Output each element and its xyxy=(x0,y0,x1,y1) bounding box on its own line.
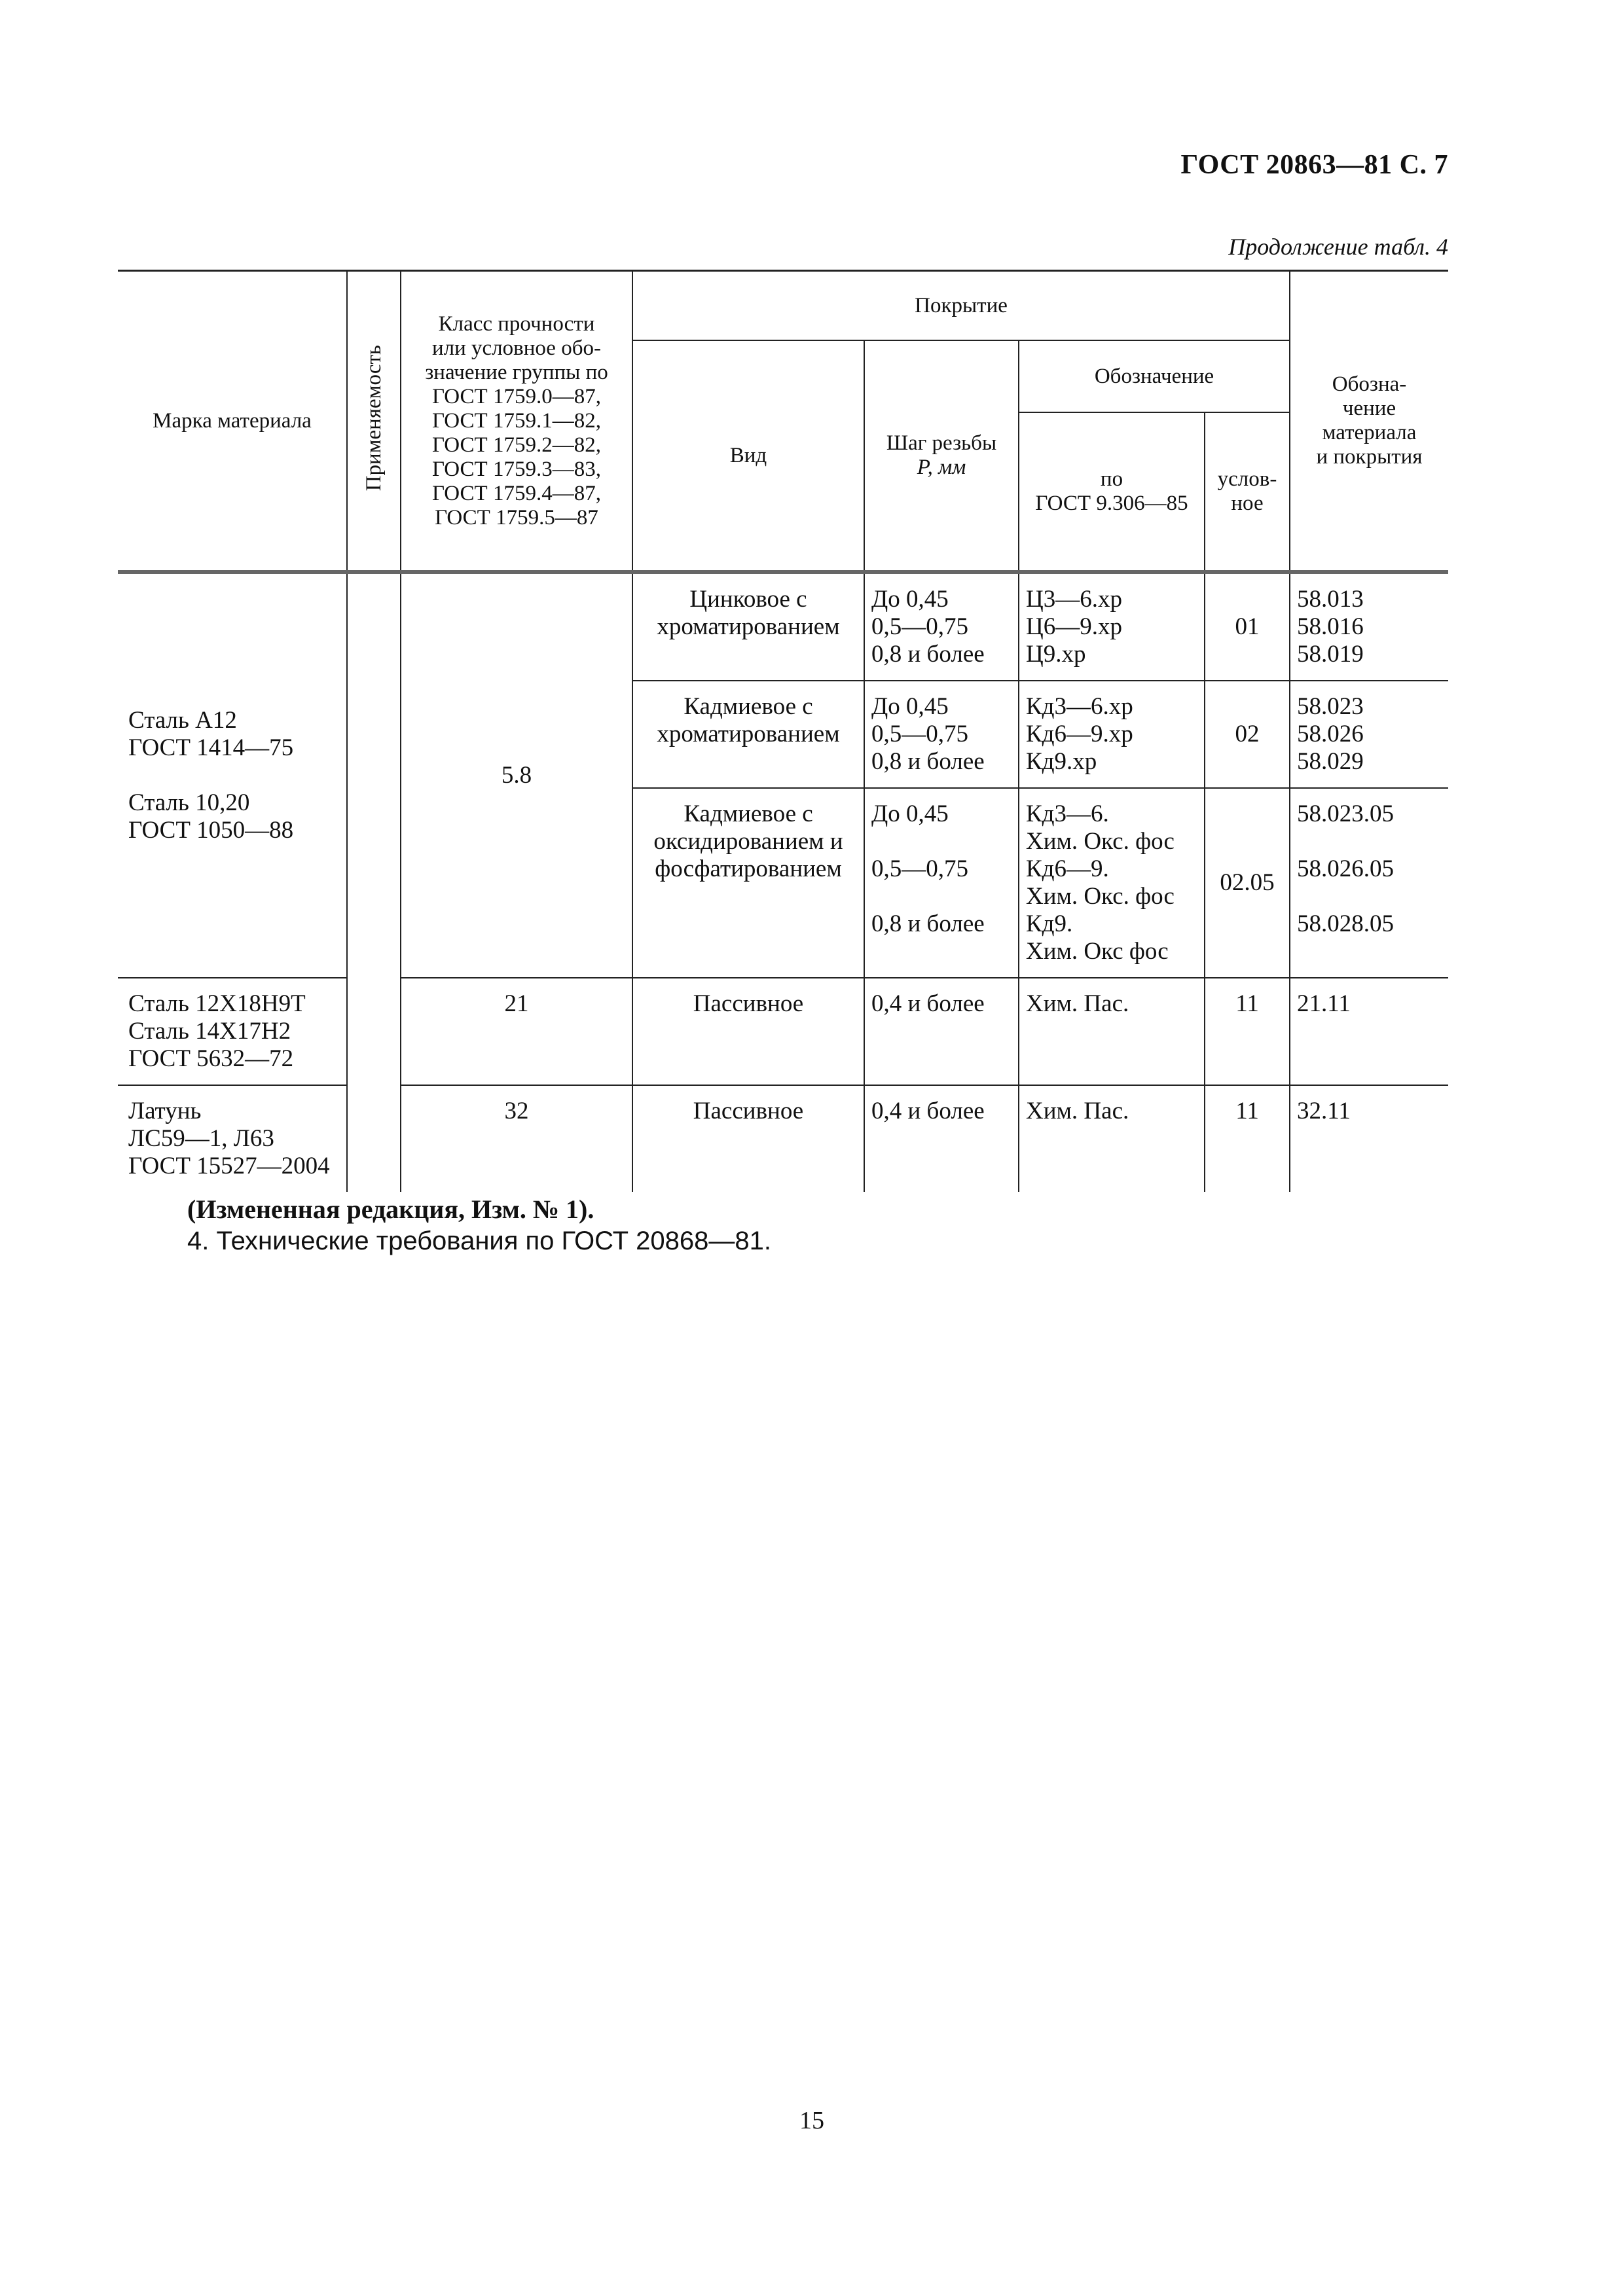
header-by-gost-line: ГОСТ 9.306—85 xyxy=(1035,492,1188,515)
code-line: 58.019 xyxy=(1297,641,1364,668)
material-cell xyxy=(118,1085,347,1192)
code-line: 58.026 xyxy=(1297,721,1364,747)
header-designation-line: Обозна- xyxy=(1332,372,1407,396)
material-line: ГОСТ 5632—72 xyxy=(128,1045,294,1072)
applicability-cell xyxy=(347,572,401,1192)
material-line: ЛС59—1, Л63 xyxy=(128,1125,274,1152)
pitch-cell xyxy=(864,572,1019,681)
coating-type-line: Кадмиевое с xyxy=(684,800,813,827)
coating-type-line: Кадмиевое с xyxy=(684,693,813,720)
coating-type-cell xyxy=(632,681,864,788)
header-strength-line: ГОСТ 1759.5—87 xyxy=(435,505,598,529)
material-line: Латунь xyxy=(128,1098,202,1124)
material-line: ГОСТ 1414—75 xyxy=(128,734,294,761)
header-strength-line: или условное обо- xyxy=(432,336,601,360)
code-line: 58.013 xyxy=(1297,586,1364,613)
gost-designation-line: Кд3—6.хр xyxy=(1026,693,1133,720)
page-number: 15 xyxy=(799,2107,824,2134)
code-line: 58.028.05 xyxy=(1297,910,1395,937)
material-line: Сталь 10,20 xyxy=(128,789,250,816)
material-line: Сталь 14Х17Н2 xyxy=(128,1018,291,1045)
gost-designation-line: Кд6—9. xyxy=(1026,855,1109,882)
gost-designation-line: Кд9.хр xyxy=(1026,748,1097,775)
pitch-line: 0,5—0,75 xyxy=(871,721,968,747)
coating-type-cell xyxy=(632,788,864,978)
technical-requirements-note: 4. Технические требования по ГОСТ 20868—81. xyxy=(187,1227,772,1255)
pitch-line: До 0,45 xyxy=(871,800,949,827)
code-cell xyxy=(1290,572,1448,681)
code-cell xyxy=(1290,681,1448,788)
header-conventional-line: услов- xyxy=(1217,467,1277,491)
pitch-cell xyxy=(864,788,1019,978)
pitch-cell: 0,4 и более xyxy=(864,1085,1019,1192)
conventional-cell: 02.05 xyxy=(1205,788,1290,978)
coating-type-cell: Пассивное xyxy=(632,1085,864,1192)
pitch-line: 0,5—0,75 xyxy=(871,613,968,640)
conventional-cell: 11 xyxy=(1205,978,1290,1085)
header-strength-line: ГОСТ 1759.0—87, xyxy=(432,384,601,408)
conventional-cell: 11 xyxy=(1205,1085,1290,1192)
header-strength-class xyxy=(401,271,632,573)
gost-designation-line: Ц9.хр xyxy=(1026,641,1086,668)
pitch-line: 0,5—0,75 xyxy=(871,855,968,882)
table-row xyxy=(118,572,1448,681)
header-pitch-line: Шаг резьбы xyxy=(886,431,997,455)
pitch-line: 0,8 и более xyxy=(871,748,985,775)
edition-note: (Измененная редакция, Изм. № 1). xyxy=(187,1194,594,1224)
header-material-coating-designation xyxy=(1290,271,1448,573)
pitch-cell xyxy=(864,681,1019,788)
header-designation-line: материала xyxy=(1322,421,1417,444)
header-strength-line: Класс прочности xyxy=(438,312,595,336)
gost-designation-line: Ц6—9.хр xyxy=(1026,613,1122,640)
strength-class-cell: 5.8 xyxy=(401,572,632,978)
material-cell xyxy=(118,572,347,978)
strength-class-cell: 21 xyxy=(401,978,632,1085)
running-header-title: ГОСТ 20863—81 С. 7 xyxy=(1180,150,1448,180)
header-strength-line: ГОСТ 1759.2—82, xyxy=(432,433,601,457)
code-line: 58.029 xyxy=(1297,748,1364,775)
header-by-gost-line: по xyxy=(1100,467,1123,491)
gost-designation-line: Хим. Окс. фос xyxy=(1026,883,1175,910)
coating-type-line: хроматированием xyxy=(657,721,840,747)
table-row xyxy=(118,1085,1448,1192)
pitch-line: До 0,45 xyxy=(871,586,949,613)
code-cell: 21.11 xyxy=(1290,978,1448,1085)
header-strength-line: ГОСТ 1759.1—82, xyxy=(432,408,601,433)
coating-type-line: хроматированием xyxy=(657,613,840,640)
gost-designation-line: Хим. Окс. фос xyxy=(1026,828,1175,855)
material-line: Сталь 12Х18Н9Т xyxy=(128,990,306,1017)
coatings-table xyxy=(118,270,1448,1192)
code-line: 58.023 xyxy=(1297,693,1364,720)
header-coating: Покрытие xyxy=(632,271,1290,341)
pitch-line: 0,8 и более xyxy=(871,910,985,937)
code-cell xyxy=(1290,788,1448,978)
gost-designation-cell: Хим. Пас. xyxy=(1019,978,1205,1085)
header-pitch xyxy=(864,340,1019,572)
material-line: Сталь А12 xyxy=(128,707,237,734)
material-cell xyxy=(118,978,347,1085)
gost-designation-cell: Хим. Пас. xyxy=(1019,1085,1205,1192)
header-applicability xyxy=(347,271,401,573)
pitch-line: 0,8 и более xyxy=(871,641,985,668)
gost-designation-cell xyxy=(1019,572,1205,681)
pitch-line: До 0,45 xyxy=(871,693,949,720)
conventional-cell: 02 xyxy=(1205,681,1290,788)
header-type: Вид xyxy=(632,340,864,572)
header-strength-line: ГОСТ 1759.4—87, xyxy=(432,481,601,505)
gost-designation-line: Кд9. xyxy=(1026,910,1073,937)
gost-designation-cell xyxy=(1019,788,1205,978)
header-by-gost xyxy=(1019,412,1205,572)
coating-type-line: фосфатированием xyxy=(655,855,842,882)
gost-designation-line: Кд3—6. xyxy=(1026,800,1109,827)
coating-type-cell: Пассивное xyxy=(632,978,864,1085)
coating-type-line: оксидированием и xyxy=(653,828,843,855)
code-line: 58.016 xyxy=(1297,613,1364,640)
gost-designation-cell xyxy=(1019,681,1205,788)
conventional-cell: 01 xyxy=(1205,572,1290,681)
table-continuation-caption: Продолжение табл. 4 xyxy=(1228,234,1448,260)
header-designation: Обозначение xyxy=(1019,340,1290,412)
gost-designation-line: Кд6—9.хр xyxy=(1026,721,1133,747)
gost-designation-line: Хим. Окс фос xyxy=(1026,938,1169,965)
header-conventional-line: ное xyxy=(1231,492,1264,515)
material-line: ГОСТ 15527—2004 xyxy=(128,1153,330,1179)
header-strength-line: ГОСТ 1759.3—83, xyxy=(432,457,601,481)
coating-type-line: Цинковое с xyxy=(689,586,807,613)
code-line: 58.026.05 xyxy=(1297,855,1395,882)
header-material: Марка материала xyxy=(118,271,347,573)
header-conventional xyxy=(1205,412,1290,572)
strength-class-cell: 32 xyxy=(401,1085,632,1192)
header-pitch-line: P, мм xyxy=(917,456,966,479)
table-row xyxy=(118,978,1448,1085)
code-line: 58.023.05 xyxy=(1297,800,1395,827)
code-cell: 32.11 xyxy=(1290,1085,1448,1192)
coating-type-cell xyxy=(632,572,864,681)
header-designation-line: чение xyxy=(1342,397,1396,420)
gost-designation-line: Ц3—6.хр xyxy=(1026,586,1122,613)
material-line: ГОСТ 1050—88 xyxy=(128,817,294,844)
header-applicability-label: Применяемость xyxy=(361,344,386,492)
header-strength-line: значение группы по xyxy=(425,360,608,384)
pitch-cell: 0,4 и более xyxy=(864,978,1019,1085)
header-designation-line: и покрытия xyxy=(1316,445,1423,469)
